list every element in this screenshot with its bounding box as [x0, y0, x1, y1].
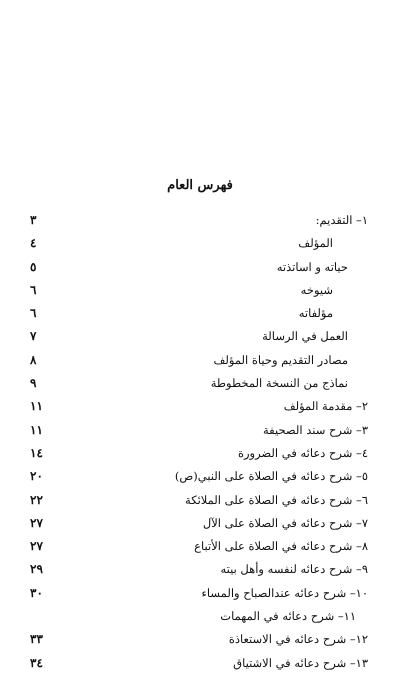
toc-entry-page-number: ٣٠ — [30, 585, 43, 600]
toc-entry-title: نماذج من النسخة المخطوطة — [210, 376, 348, 391]
page-title: فهرس العام — [167, 178, 233, 193]
toc-entry-title: ١٠– شرح دعائه عندالصباح والمساء — [201, 585, 368, 600]
toc-entry-title: ١– التقديم: — [315, 213, 368, 227]
toc-entry-page-number: ٤ — [30, 236, 37, 251]
toc-entry — [30, 279, 368, 302]
toc-entry-title: ٧– شرح دعائه في الصلاة على الآل — [202, 515, 368, 530]
toc-entry-title: مؤلفاته — [298, 306, 333, 321]
toc-entry — [30, 582, 368, 605]
toc-entry — [30, 419, 368, 442]
toc-entry-page-number: ٧ — [30, 329, 37, 344]
toc-entry — [30, 325, 368, 348]
toc-entry-title: ٨– شرح دعائه في الصلاة على الأتباع — [194, 539, 368, 554]
toc-entry-title: العمل في الرسالة — [262, 329, 348, 344]
toc-entry — [30, 605, 368, 628]
toc-entry — [30, 465, 368, 488]
toc-entry-page-number: ٣٣ — [30, 632, 43, 647]
toc-entry-title: ٢– مقدمة المؤلف — [283, 399, 368, 414]
toc-entry-title: ٥– شرح دعائه في الصلاة على النبي(ص) — [174, 469, 368, 484]
toc-entry-title: ١٣– شرح دعائه في الاشتياق — [233, 655, 368, 670]
toc-entry-page-number: ٢٩ — [30, 562, 43, 577]
toc-entry-title: شيوخه — [300, 282, 333, 297]
toc-entry — [30, 209, 368, 232]
toc-entry-title: المؤلف — [298, 236, 333, 251]
toc-entry — [30, 232, 368, 255]
toc-entry — [30, 349, 368, 372]
toc-entry — [30, 395, 368, 418]
toc-entry-title: ٣– شرح سند الصحيفة — [263, 422, 368, 437]
toc-entry-title: حياته و اساتذته — [276, 259, 348, 274]
toc-entry-title: مصادر التقديم وحياة المؤلف — [213, 352, 348, 367]
table-of-contents — [30, 209, 368, 675]
toc-entry — [30, 302, 368, 325]
toc-entry-page-number: ٣ — [30, 213, 37, 227]
toc-entry — [30, 535, 368, 558]
toc-entry-page-number: ٢٧ — [30, 515, 43, 530]
toc-entry-title: ٤– شرح دعائه في الضرورة — [237, 445, 368, 460]
toc-entry-title: ١٢– شرح دعائه في الاستعاذة — [228, 632, 368, 647]
toc-entry-title: ٦– شرح دعائه في الصلاة على الملائكة — [185, 492, 368, 507]
toc-entry — [30, 442, 368, 465]
toc-entry-page-number: ٦ — [30, 282, 37, 297]
toc-entry-page-number: ٣٤ — [30, 655, 43, 670]
toc-entry — [30, 652, 368, 675]
toc-entry — [30, 512, 368, 535]
toc-entry-title: ٩– شرح دعائه لنفسه وأهل بيته — [220, 562, 368, 577]
toc-entry-page-number: ١٤ — [30, 445, 43, 460]
toc-entry-page-number: ٥ — [30, 259, 37, 274]
toc-entry — [30, 628, 368, 651]
toc-entry-page-number: ٨ — [30, 352, 37, 367]
toc-entry — [30, 256, 368, 279]
toc-entry-page-number: ٢٠ — [30, 469, 43, 484]
toc-entry-page-number: ٢٢ — [30, 492, 43, 507]
toc-entry-page-number: ١١ — [30, 422, 43, 437]
toc-entry — [30, 489, 368, 512]
toc-entry — [30, 558, 368, 581]
toc-entry-page-number: ٦ — [30, 306, 37, 321]
toc-entry-page-number: ١١ — [30, 399, 43, 414]
toc-entry-page-number: ٢٧ — [30, 539, 43, 554]
toc-entry-page-number: ٩ — [30, 376, 37, 391]
toc-entry-title: ١١– شرح دعائه في المهمات — [220, 609, 356, 624]
toc-entry — [30, 372, 368, 395]
